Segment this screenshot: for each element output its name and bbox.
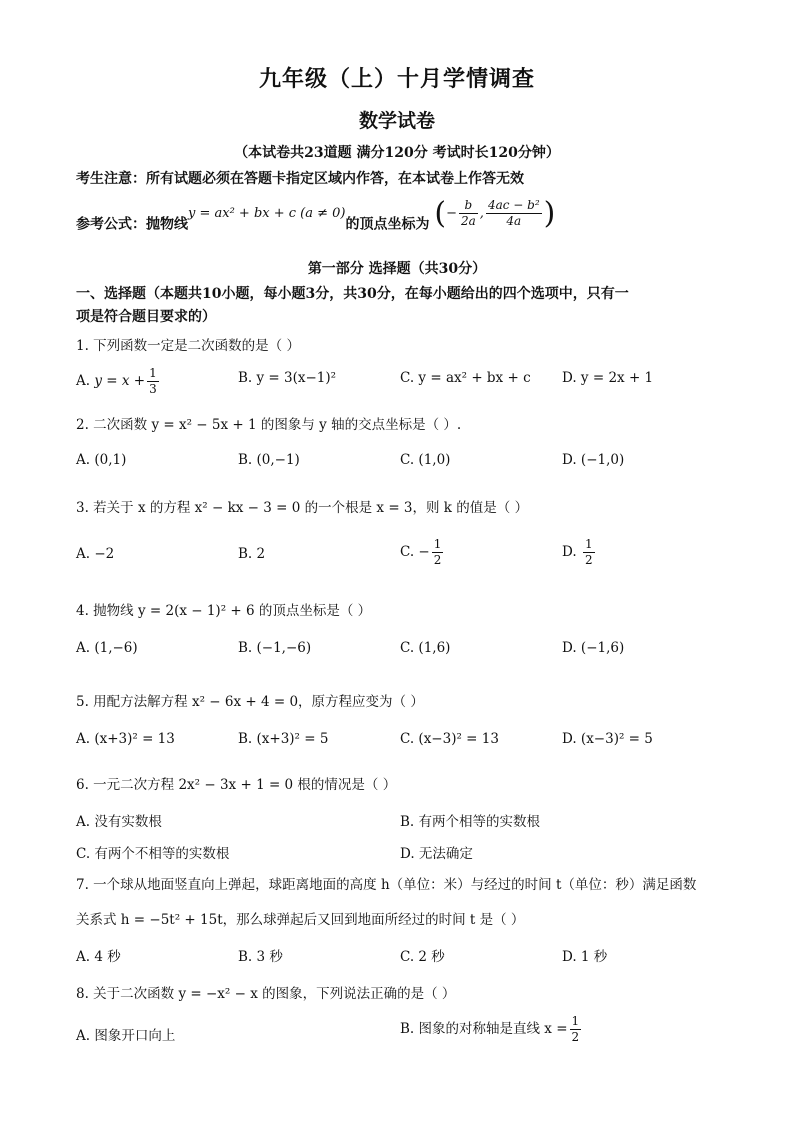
question-6-option-d: D. 无法确定	[400, 846, 473, 862]
question-1-option-c: C. y = ax² + bx + c	[400, 370, 531, 386]
question-6-option-b: B. 有两个相等的实数根	[400, 814, 541, 830]
question-5-stem: 5. 用配方法解方程 x² − 6x + 4 = 0，原方程应变为（ ）	[76, 694, 424, 710]
question-5-option-b: B. (x+3)² = 5	[238, 731, 329, 747]
question-7-option-b: B. 3 秒	[238, 949, 283, 965]
question-7-option-c: C. 2 秒	[400, 949, 445, 965]
question-5-option-a: A. (x+3)² = 13	[76, 731, 175, 747]
question-4-option-a: A. (1,−6)	[76, 640, 138, 656]
question-2-option-c: C. (1,0)	[400, 452, 451, 468]
question-3-option-c: C. − $\frac{1}{2}$	[400, 537, 442, 567]
question-7-option-a: A. 4 秒	[76, 949, 121, 965]
question-1-option-d: D. y = 2x + 1	[562, 370, 654, 386]
question-8-stem: 8. 关于二次函数 y = −x² − x 的图象，下列说法正确的是（ ）	[76, 986, 456, 1002]
question-7-stem-cont: 关系式 h = −5t² + 15t，那么球弹起后又回到地面所经过的时间 t 是（ ）	[76, 912, 525, 928]
question-8-option-a: A. 图象开口向上	[76, 1028, 176, 1044]
question-3-option-d: D. $\frac{1}{2}$	[562, 537, 593, 567]
question-4-option-c: C. (1,6)	[400, 640, 451, 656]
vertex-formula: (− $\frac{b}{2a}$ , $\frac{\text{4ac − b²}}{4a}$ )	[434, 196, 556, 231]
exam-subject: 数学试卷	[358, 110, 435, 132]
formula-expression: y = ax² + bx + c (a ≠ 0)	[188, 206, 346, 221]
reference-formula	[76, 196, 556, 241]
question-3-stem: 3. 若关于 x 的方程 x² − kx − 3 = 0 的一个根是 x = 3，则 k 的值是（ ）	[76, 500, 529, 516]
question-6-option-c: C. 有两个不相等的实数根	[76, 846, 230, 862]
question-8-option-b: B. 图象的对称轴是直线 x = $\frac{1}{2}$	[400, 1014, 580, 1044]
question-2-option-b: B. (0,−1)	[238, 452, 300, 468]
question-1-stem: 1. 下列函数一定是二次函数的是（ ）	[76, 338, 300, 354]
question-7-stem: 7. 一个球从地面竖直向上弹起，球距离地面的高度 h（单位：米）与经过的时间 t（单位：秒）满足函数	[76, 877, 697, 893]
question-3-option-a: A. −2	[76, 546, 115, 562]
question-2-option-d: D. (−1,0)	[562, 452, 625, 468]
part1-title: 第一部分 选择题（共30分）	[307, 261, 487, 277]
question-5-option-c: C. (x−3)² = 13	[400, 731, 499, 747]
question-2-stem: 2. 二次函数 y = x² − 5x + 1 的图象与 y 轴的交点坐标是（ ）.	[76, 417, 462, 433]
question-6-option-a: A. 没有实数根	[76, 814, 162, 830]
formula-mid-text: 的顶点坐标为	[345, 216, 430, 233]
question-1-option-a: A. y = x + $\frac{1}{3}$	[76, 366, 157, 396]
exam-notice: 考生注意：所有试题必须在答题卡指定区域内作答，在本试卷上作答无效	[76, 171, 524, 187]
question-2-option-a: A. (0,1)	[76, 452, 127, 468]
question-3-option-b: B. 2	[238, 546, 266, 562]
question-6-stem: 6. 一元二次方程 2x² − 3x + 1 = 0 根的情况是（ ）	[76, 777, 397, 793]
exam-title: 九年级（上）十月学情调查	[258, 66, 535, 92]
section-heading-cont: 项是符合题目要求的）	[76, 309, 216, 325]
exam-info: （本试卷共23道题 满分120分 考试时长120分钟）	[234, 145, 560, 161]
section-heading: 一、选择题（本题共10小题，每小题3分，共30分，在每小题给出的四个选项中，只有一	[76, 286, 629, 302]
question-4-stem: 4. 抛物线 y = 2(x − 1)² + 6 的顶点坐标是（ ）	[76, 603, 372, 619]
question-1-option-b: B. y = 3(x−1)²	[238, 370, 337, 386]
question-4-option-d: D. (−1,6)	[562, 640, 625, 656]
question-5-option-d: D. (x−3)² = 5	[562, 731, 653, 747]
formula-label: 参考公式：抛物线	[76, 216, 188, 233]
question-7-option-d: D. 1 秒	[562, 949, 608, 965]
question-4-option-b: B. (−1,−6)	[238, 640, 312, 656]
